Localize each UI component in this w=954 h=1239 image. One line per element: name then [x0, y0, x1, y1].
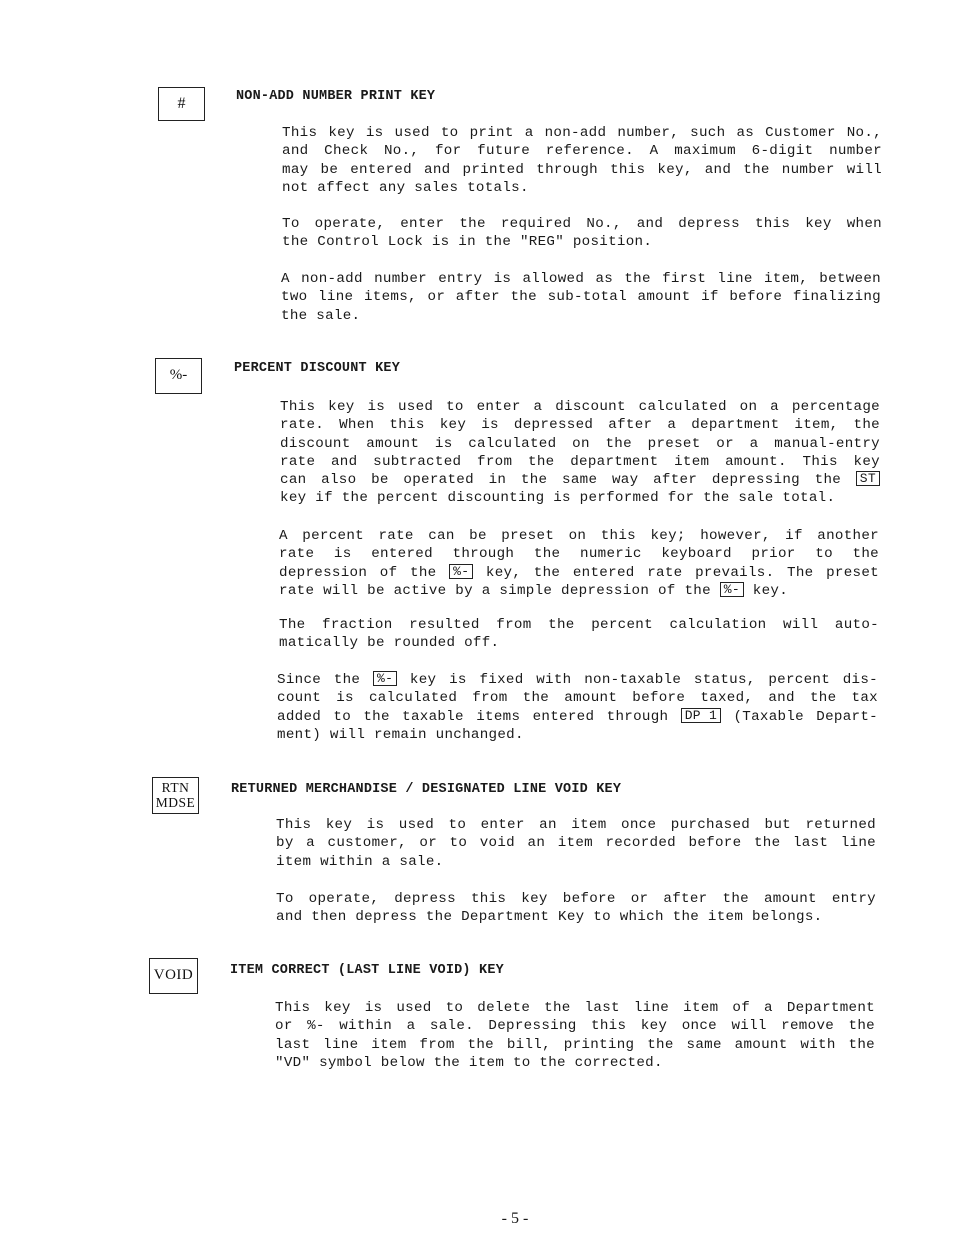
paragraph: This key is used to print a non-add number, such as Customer No., and Check No., for future reference. A maximum 6-digit number may be entered and printed through this key, and the number will not affect any sales totals.	[282, 125, 882, 196]
key-label: VOID	[153, 967, 194, 984]
key-label: MDSE	[155, 794, 196, 810]
section-title-percent-discount: PERCENT DISCOUNT KEY	[234, 361, 401, 376]
void-key-icon	[149, 958, 198, 994]
return-merchandise-key-icon	[152, 777, 199, 814]
paragraph: This key is used to enter a discount calculated on a percentage rate. When this key is depressed after a department item, the discount amount is calculated on the preset or a manual-entry rate and subtracted from the department item amount. This key can also be operated in the same way after depressing the ST key if the percent discounting is performed for the sale total.	[280, 399, 880, 507]
percent-discount-key-icon	[155, 358, 202, 394]
paragraph: A percent rate can be preset on this key; however, if another rate is entered through the numeric keyboard prior to the depression of the %- key, the entered rate prevails. The preset rate will be active by a simple depression of the %- key.	[279, 528, 879, 599]
paragraph: To operate, depress this key before or after the amount entry and then depress the Department Key to which the item belongs.	[276, 891, 876, 926]
percent-key-icon: %-	[373, 671, 397, 686]
non-add-key-icon	[158, 87, 205, 121]
key-label: RTN	[161, 780, 190, 796]
dp1-key-icon: DP 1	[681, 708, 721, 723]
paragraph: To operate, enter the required No., and depress this key when the Control Lock is in the "REG" position.	[282, 216, 882, 251]
key-label: #	[177, 94, 186, 112]
key-label: %-	[169, 367, 188, 384]
st-key-icon: ST	[856, 471, 880, 486]
section-title-non-add: NON-ADD NUMBER PRINT KEY	[236, 89, 436, 104]
paragraph: This key is used to enter an item once purchased but returned by a customer, or to void an item recorded before the last line item within a sale.	[276, 817, 876, 870]
paragraph: A non-add number entry is allowed as the first line item, between two line items, or after the sub-total amount if before finalizing the sale.	[281, 271, 881, 324]
paragraph: The fraction resulted from the percent calculation will auto- matically be rounded off.	[279, 617, 879, 652]
paragraph: This key is used to delete the last line item of a Department or %- within a sale. Depressing this key once will remove the last line item from the bill, printing the same amount with the "VD" symbol below the item to the corrected.	[275, 1000, 875, 1071]
percent-key-icon: %-	[720, 582, 744, 597]
paragraph: Since the %- key is fixed with non-taxable status, percent dis- count is calculated from the amount before taxed, and the tax added to the taxable items entered through DP 1 (Taxable Depart- ment) will remain unchanged.	[277, 671, 878, 743]
page-number: - 5 -	[501, 1210, 529, 1227]
percent-key-icon: %-	[449, 564, 473, 579]
section-title-item-correct: ITEM CORRECT (LAST LINE VOID) KEY	[230, 963, 504, 978]
section-title-returned-merchandise: RETURNED MERCHANDISE / DESIGNATED LINE VOID KEY	[231, 782, 622, 797]
